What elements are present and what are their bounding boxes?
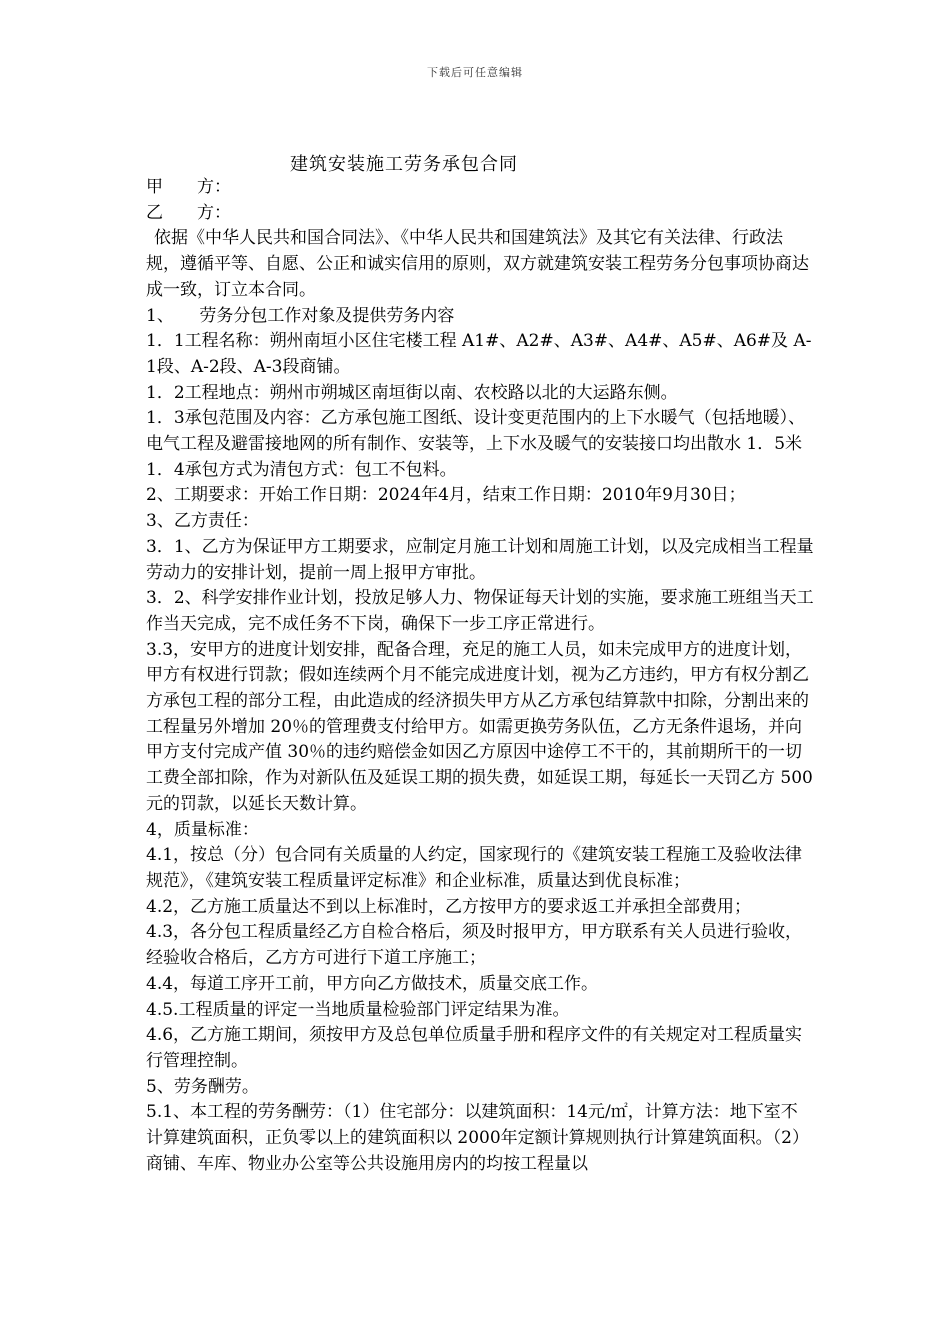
clause-4-1: 4.1，按总（分）包合同有关质量的人约定，国家现行的《建筑安装工程施工及验收法律规范》，《建筑安装工程质量评定标准》和企业标准，质量达到优良标准； bbox=[146, 845, 803, 891]
clause-3-1: 3．1、乙方为保证甲方工期要求，应制定月施工计划和周施工计划，以及完成相当工程量劳动力的安排计划，提前一周上报甲方审批。 bbox=[146, 536, 814, 583]
party-a-line: 甲 方： bbox=[146, 177, 231, 197]
download-note: 下载后可任意编辑 bbox=[427, 66, 523, 79]
document-title: 建筑安装施工劳务承包合同 bbox=[290, 154, 518, 175]
clause-1-1: 1．1工程名称：朔州南垣小区住宅楼工程 A1#、A2#、A3#、A4#、A5#、A6#及 A-1段、A-2段、A-3段商铺。 bbox=[146, 331, 812, 377]
clause-4-2: 4.2，乙方施工质量达不到以上标准时，乙方按甲方的要求返工并承担全部费用； bbox=[146, 896, 752, 917]
clause-3-2: 3．2、科学安排作业计划，投放足够人力、物保证每天计划的实施，要求施工班组当天工作当天完成，完不成任务不下岗，确保下一步工序正常进行。 bbox=[146, 588, 814, 634]
clause-4-6: 4.6，乙方施工期间，须按甲方及总包单位质量手册和程序文件的有关规定对工程质量实行管理控制。 bbox=[146, 1025, 803, 1071]
clause-1-3: 1．3承包范围及内容：乙方承包施工图纸、设计变更范围内的上下水暖气（包括地暖）、电气工程及避雷接地网的所有制作、安装等，上下水及暖气的安装接口均出散水 1．5米 bbox=[146, 408, 806, 455]
clause-3-3: 3.3，安甲方的进度计划安排，配备合理，充足的施工人员，如未完成甲方的进度计划，甲方有权进行罚款；假如连续两个月不能完成进度计划，视为乙方违约，甲方有权分割乙方承包工程的部分工程，由此造成的经济损失甲方从乙方承包结算款中扣除，分割出来的工程量另外增加 20％的管理费支付给甲方。如需更换劳务队伍，乙方无条件退场，并向甲方支付完成产值 30％的违约赔偿金如因乙方原因中途停工不干的，其前期所干的一切工费全部扣除，作为对新队伍及延误工期的损失费，如延误工期，每延长一天罚乙方 500元的罚款，以延长天数计算。 bbox=[146, 639, 813, 814]
section-2-schedule: 2、工期要求：开始工作日期：2024年4月，结束工作日期：2010年9月30日； bbox=[146, 485, 746, 506]
clause-5-1: 5.1、本工程的劳务酬劳：（1）住宅部分：以建筑面积：14元/㎡，计算方法：地下室不计算建筑面积，正负零以上的建筑面积以 2000年定额计算规则执行计算建筑面积。（2）商铺、车库、物业办公室等公共设施用房内的均按工程量以 bbox=[146, 1102, 809, 1174]
clause-1-2: 1．2工程地点：朔州市朔城区南垣街以南、农校路以北的大运路东侧。 bbox=[146, 382, 678, 403]
document-body bbox=[146, 175, 814, 1177]
section-3-heading: 3、乙方责任： bbox=[146, 511, 259, 532]
preamble-paragraph: 依据《中华人民共和国合同法》、《中华人民共和国建筑法》及其它有关法律、行政法规，遵循平等、自愿、公正和诚实信用的原则，双方就建筑安装工程劳务分包事项协商达成一致，订立本合同。 bbox=[146, 228, 809, 300]
clause-1-4: 1．4承包方式为清包方式：包工不包料。 bbox=[146, 459, 457, 480]
section-1-heading: 1、 劳务分包工作对象及提供劳务内容 bbox=[146, 305, 455, 326]
clause-4-3: 4.3，各分包工程质量经乙方自检合格后，须及时报甲方，甲方联系有关人员进行验收，经验收合格后，乙方方可进行下道工序施工； bbox=[146, 922, 803, 969]
party-b-line: 乙 方： bbox=[146, 202, 231, 223]
clause-4-5: 4.5.工程质量的评定一当地质量检验部门评定结果为准。 bbox=[146, 999, 570, 1020]
section-5-heading: 5、劳务酬劳。 bbox=[146, 1076, 259, 1097]
section-4-heading: 4，质量标准： bbox=[146, 819, 259, 840]
clause-4-4: 4.4，每道工序开工前，甲方向乙方做技术，质量交底工作。 bbox=[146, 973, 599, 994]
